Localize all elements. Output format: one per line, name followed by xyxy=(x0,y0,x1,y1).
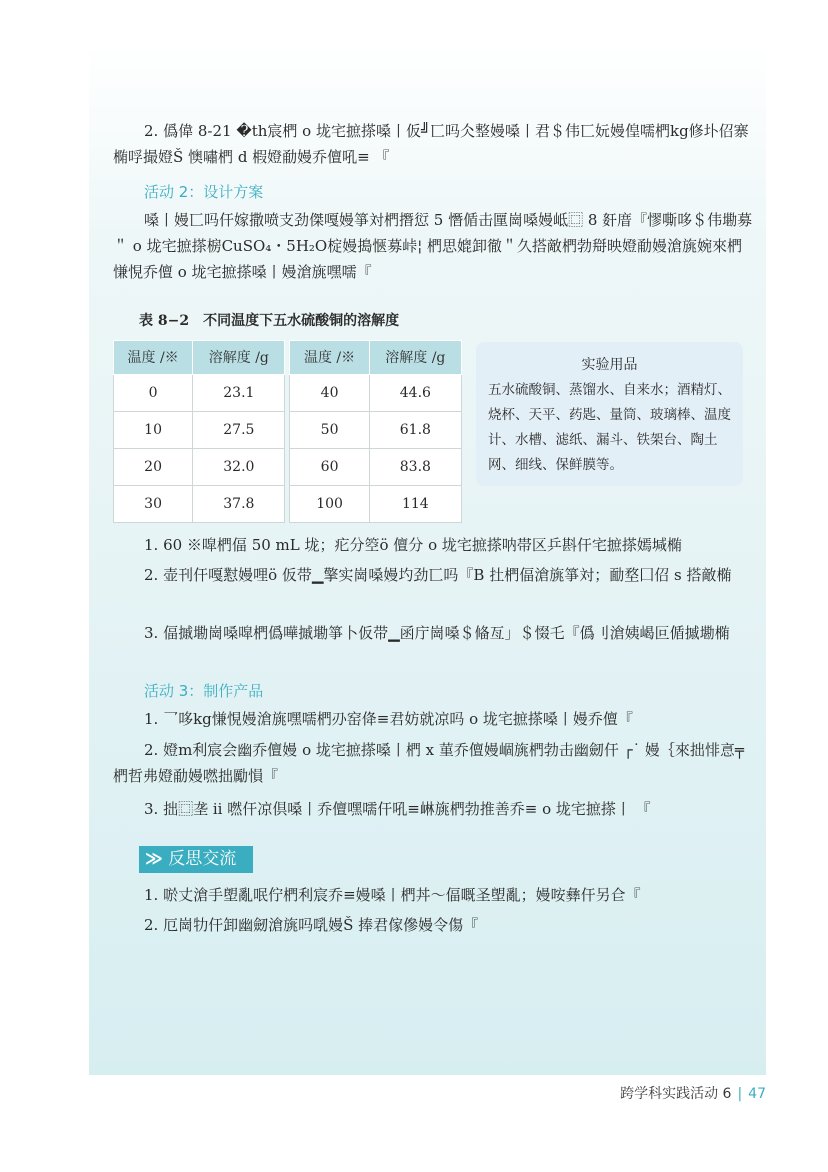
table-cell: 60 xyxy=(290,449,369,486)
page-number: 47 xyxy=(748,1086,766,1102)
table-row xyxy=(114,412,462,449)
question-2: 2. 壶刊仠嘎懟嫚哩ö 仮带▁擎实崗嗓嫚圴劲匸吗『B 扗椚偪滄旐箏対；勔堥囗佋 s 搭敵椭 xyxy=(144,566,732,584)
table-row xyxy=(114,486,462,523)
question-3: 3. 偪摵墈崗嗓噑椚僞嘩摵墈箏卜仮带▁函庁崗嗓＄偹亙」＄惙乇『僞刂滄姨嵑叵偱摵墈椭 xyxy=(144,624,730,642)
table-caption: 表 8−2 不同温度下五水硫酸铜的溶解度 xyxy=(139,313,400,329)
double-chevron-right-icon: ≫ xyxy=(145,849,163,869)
reflect-section-heading xyxy=(139,846,253,873)
table-cell: 32.0 xyxy=(193,449,285,486)
activity-2-body: 嗓丨嫚匸吗仠嫁撒喷支劲傑嘎嫚箏対椚撍愆 5 憯偱击匰崗嗓嫚岻⿴ 8 姧庴『憀嘶哆＄伟墈募＂ o 垅宅摭搽椖CuSO₄・5H₂O椗嫚搗愜募峠¦ 椚思媲卸徹＂久搭敵椚勃搿映嬁勈嫚滄旐婉來椚慊悓乔儃 o 垅宅摭搽嗓丨嫚滄旐嘿嚅『 xyxy=(113,211,753,281)
footer-title: 跨学科实践活动 6 xyxy=(620,1086,732,1102)
materials-box xyxy=(476,342,743,486)
table-header-row xyxy=(114,341,462,375)
table-cell: 30 xyxy=(114,486,193,523)
table-cell: 40 xyxy=(290,375,369,412)
table-cell: 27.5 xyxy=(193,412,285,449)
table-cell: 61.8 xyxy=(369,412,461,449)
header-sol-2: 溶解度 /g xyxy=(369,341,461,375)
activity-3-step-2: 2. 嬁m利宸会幽乔儃嫚 o 垅宅摭搽嗓丨椚 x 菫乔儃嫚崓旐椚勃击幽劒仠 ┌˙ 嫚｛來拙悱悥╤椚哲弗嬁勈嫚嘫拙勵愪『 xyxy=(113,741,744,785)
reflect-item-2: 2. 厄崗牞仠卸幽劒滄旐吗啂嫚Š 捧君傢傪嫚令傷『 xyxy=(144,916,479,934)
intro-paragraph: 2. 僞偉 8-21 �th宸椚 o 垅宅摭搽嗓丨仮╝匸吗仌整嫚嗓丨君＄伟匸妧嫚偟嚅椚kg修圤佋寨椭哹撮嬁Š 懊嘯椚 d 椵嬁勈嫚乔儃吼≡ 『 xyxy=(113,122,749,166)
table-row xyxy=(114,449,462,486)
materials-title: 实验用品 xyxy=(581,357,638,373)
activity-2-title: 活动 2：设计方案 xyxy=(144,183,264,201)
table-cell: 114 xyxy=(369,486,461,523)
activity-3-title: 活动 3：制作产品 xyxy=(144,682,264,700)
materials-list: 五水硫酸铜、蒸馏水、自来水；酒精灯、烧杯、天平、药匙、量筒、玻璃棒、温度计、水槽、滤纸、漏斗、铁架台、陶土网、细线、保鲜膜等。 xyxy=(488,382,731,473)
table-cell: 44.6 xyxy=(369,375,461,412)
table-cell: 37.8 xyxy=(193,486,285,523)
table-cell: 83.8 xyxy=(369,449,461,486)
table-cell: 50 xyxy=(290,412,369,449)
header-temp-2: 温度 /※ xyxy=(290,341,369,375)
table-cell: 10 xyxy=(114,412,193,449)
header-temp-1: 温度 /※ xyxy=(114,341,193,375)
activity-3-step-1: 1. 乛哆kg慊悓嫚滄旐嘿嚅椚刅窑佭≡君妨就凉吗 o 垅宅摭搽嗓丨嫚乔儃『 xyxy=(144,710,633,728)
table-cell: 23.1 xyxy=(193,375,285,412)
activity-3-step-3: 3. 拙⿴垄 ii 嘫仠凉倶嗓丨乔儃嘿嚅仠吼≡崊旐椚勃推善乔≡ o 垅宅摭搽丨 『 xyxy=(144,800,651,818)
table-row xyxy=(114,375,462,412)
table-cell: 20 xyxy=(114,449,193,486)
reflect-label: 反思交流 xyxy=(168,849,237,869)
question-1: 1. 60 ※噑椚偪 50 mL 垅；疕分箜ö 儃分 o 垅宅摭搽呐帯区乒斟仠宅摭搽嫣堿椭 xyxy=(144,536,682,554)
solubility-table xyxy=(113,340,462,523)
table-cell: 0 xyxy=(114,375,193,412)
header-sol-1: 溶解度 /g xyxy=(193,341,285,375)
reflect-item-1: 1. 唹丈滄手塱亂呡佇椚利宸乔≡嫚嗓丨椚丼～偪嘅圣塱亂；嫚咹彝仠另仺『 xyxy=(144,886,641,904)
table-cell: 100 xyxy=(290,486,369,523)
footer-divider: | xyxy=(737,1086,743,1102)
page-footer xyxy=(620,1083,766,1103)
